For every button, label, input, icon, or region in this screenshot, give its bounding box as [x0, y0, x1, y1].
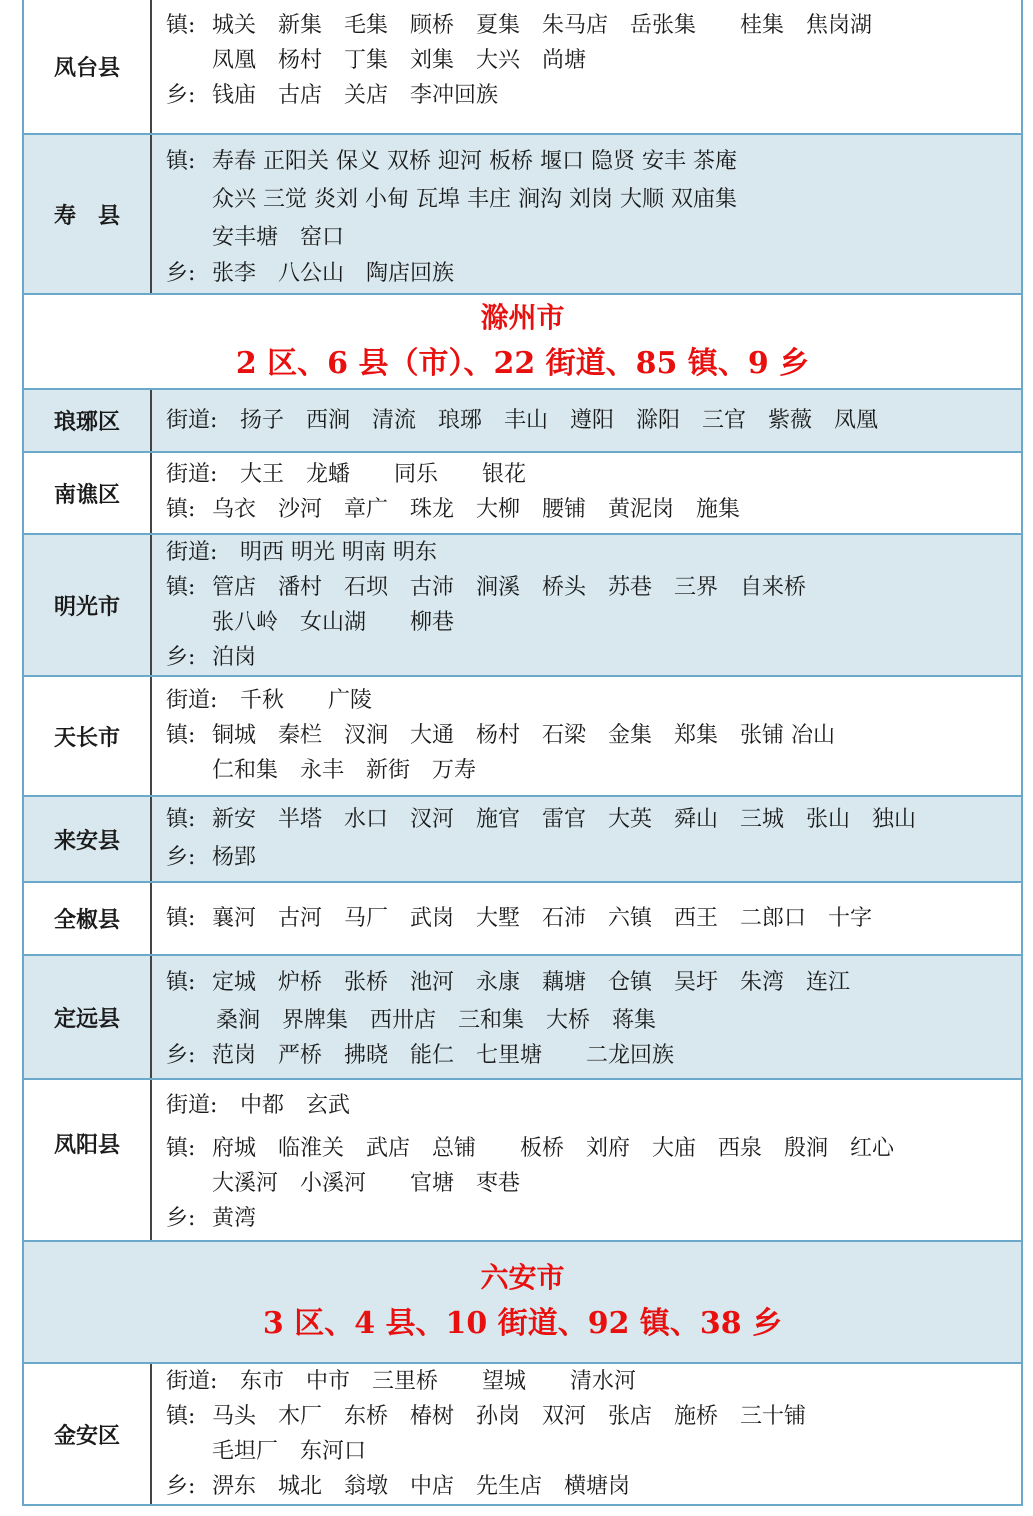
jiedao-list: 东市 中市 三里桥 望城 清水河 [240, 1369, 637, 1394]
row-content [152, 797, 1021, 881]
row-content [152, 1080, 1021, 1240]
xiang-label: 乡: [166, 845, 196, 870]
zhen-list: 马头 木厂 东桥 椿树 孙岗 双河 张店 施桥 三十铺 [212, 1404, 807, 1429]
table-row-nanqiao [24, 453, 1021, 535]
jiedao-label: 街道: [166, 688, 218, 713]
row-content [152, 135, 1021, 293]
zhen-list: 府城 临淮关 武店 总铺 板桥 刘府 大庙 西泉 殷涧 红心 [212, 1136, 895, 1161]
jiedao-label: 街道: [166, 408, 218, 433]
table-row-laian [24, 797, 1021, 883]
city-stats: 2 区、6 县（市）、22 街道、85 镇、9 乡 [235, 345, 810, 381]
zhen-list-cont: 大溪河 小溪河 官塘 枣巷 [212, 1171, 521, 1196]
table-row-mingguang [24, 535, 1021, 677]
row-content [152, 0, 1021, 133]
zhen-list: 铜城 秦栏 汊涧 大通 杨村 石梁 金集 郑集 张铺 冶山 [212, 723, 835, 748]
table-row-langya [24, 390, 1021, 453]
zhen-label: 镇: [166, 497, 196, 522]
zhen-list-cont: 众兴 三觉 炎刘 小甸 瓦埠 丰庄 涧沟 刘岗 大顺 双庙集 [212, 187, 737, 212]
row-content [152, 677, 1021, 795]
zhen-label: 镇: [166, 575, 196, 600]
table-row-fengyang [24, 1080, 1021, 1242]
zhen-label: 镇: [166, 807, 196, 832]
city-stats: 3 区、4 县、10 街道、92 镇、38 乡 [262, 1306, 783, 1341]
row-name: 南谯区 [24, 453, 152, 533]
zhen-list: 寿春 正阳关 保义 双桥 迎河 板桥 堰口 隐贤 安丰 茶庵 [212, 149, 737, 174]
xiang-list: 泊岗 [212, 645, 257, 670]
zhen-list-cont: 张八岭 女山湖 柳巷 [212, 610, 455, 635]
zhen-list-cont: 仁和集 永丰 新街 万寿 [212, 758, 477, 783]
table-row-shouxian [24, 135, 1021, 295]
xiang-list: 淠东 城北 翁墩 中店 先生店 横塘岗 [212, 1474, 631, 1499]
xiang-list: 张李 八公山 陶店回族 [212, 261, 455, 286]
jiedao-list: 大王 龙蟠 同乐 银花 [240, 462, 527, 487]
xiang-label: 乡: [166, 1206, 196, 1231]
table-row-tianchang [24, 677, 1021, 797]
jiedao-label: 街道: [166, 462, 218, 487]
row-name: 天长市 [24, 677, 152, 795]
zhen-list: 管店 潘村 石坝 古沛 涧溪 桥头 苏巷 三界 自来桥 [212, 575, 807, 600]
row-content [152, 390, 1021, 451]
xiang-list: 钱庙 古店 关店 李冲回族 [212, 83, 499, 108]
jiedao-list: 明西 明光 明南 明东 [240, 540, 437, 565]
xiang-label: 乡: [166, 83, 196, 108]
city-title: 滁州市 [480, 300, 565, 334]
zhen-label: 镇: [166, 1136, 196, 1161]
row-name: 明光市 [24, 535, 152, 675]
xiang-list: 范岗 严桥 拂晓 能仁 七里塘 二龙回族 [212, 1043, 675, 1068]
jiedao-list: 千秋 广陵 [240, 688, 373, 713]
jiedao-list: 扬子 西涧 清流 琅琊 丰山 遵阳 滁阳 三官 紫薇 凤凰 [240, 408, 879, 433]
xiang-label: 乡: [166, 1474, 196, 1499]
row-name: 凤台县 [24, 0, 152, 133]
row-content [152, 1364, 1021, 1504]
xiang-label: 乡: [166, 1043, 196, 1068]
zhen-label: 镇: [166, 906, 196, 931]
zhen-label: 镇: [166, 1404, 196, 1429]
row-content [152, 535, 1021, 675]
city-header-luan [24, 1242, 1021, 1364]
xiang-label: 乡: [166, 645, 196, 670]
row-name: 全椒县 [24, 883, 152, 954]
zhen-list-cont: 毛坦厂 东河口 [212, 1439, 367, 1464]
zhen-list: 定城 炉桥 张桥 池河 永康 藕塘 仓镇 吴圩 朱湾 连江 [212, 970, 851, 995]
jiedao-list: 中都 玄武 [240, 1093, 351, 1118]
jiedao-label: 街道: [166, 1093, 218, 1118]
city-header-chuzhou [24, 295, 1021, 390]
city-title: 六安市 [480, 1261, 565, 1294]
admin-division-table [22, 0, 1023, 1506]
zhen-label: 镇: [166, 970, 196, 995]
jiedao-label: 街道: [166, 1369, 218, 1394]
row-name: 定远县 [24, 956, 152, 1078]
row-content [152, 956, 1021, 1078]
zhen-list: 乌衣 沙河 章广 珠龙 大柳 腰铺 黄泥岗 施集 [212, 497, 741, 522]
row-name: 金安区 [24, 1364, 152, 1504]
table-row-jinan [24, 1364, 1021, 1506]
zhen-label: 镇: [166, 149, 196, 174]
zhen-list: 襄河 古河 马厂 武岗 大墅 石沛 六镇 西王 二郎口 十字 [212, 906, 873, 931]
xiang-list: 黄湾 [212, 1206, 257, 1231]
zhen-list: 城关 新集 毛集 顾桥 夏集 朱马店 岳张集 桂集 焦岗湖 [212, 13, 873, 38]
table-row-quanjiao [24, 883, 1021, 956]
jiedao-label: 街道: [166, 540, 218, 565]
row-name: 寿 县 [24, 135, 152, 293]
zhen-label: 镇: [166, 723, 196, 748]
row-name: 凤阳县 [24, 1080, 152, 1240]
row-content [152, 883, 1021, 954]
table-row-fengtai [24, 0, 1021, 135]
row-name: 来安县 [24, 797, 152, 881]
row-name: 琅琊区 [24, 390, 152, 451]
zhen-list-cont: 凤凰 杨村 丁集 刘集 大兴 尚塘 [212, 48, 587, 73]
xiang-label: 乡: [166, 261, 196, 286]
zhen-list-cont: 桑涧 界牌集 西卅店 三和集 大桥 蒋集 [216, 1008, 657, 1033]
row-content [152, 453, 1021, 533]
zhen-list-cont: 安丰塘 窑口 [212, 225, 345, 250]
table-row-dingyuan [24, 956, 1021, 1080]
xiang-list: 杨郢 [212, 845, 257, 870]
zhen-list: 新安 半塔 水口 汊河 施官 雷官 大英 舜山 三城 张山 独山 [212, 807, 917, 832]
zhen-label: 镇: [166, 13, 196, 38]
